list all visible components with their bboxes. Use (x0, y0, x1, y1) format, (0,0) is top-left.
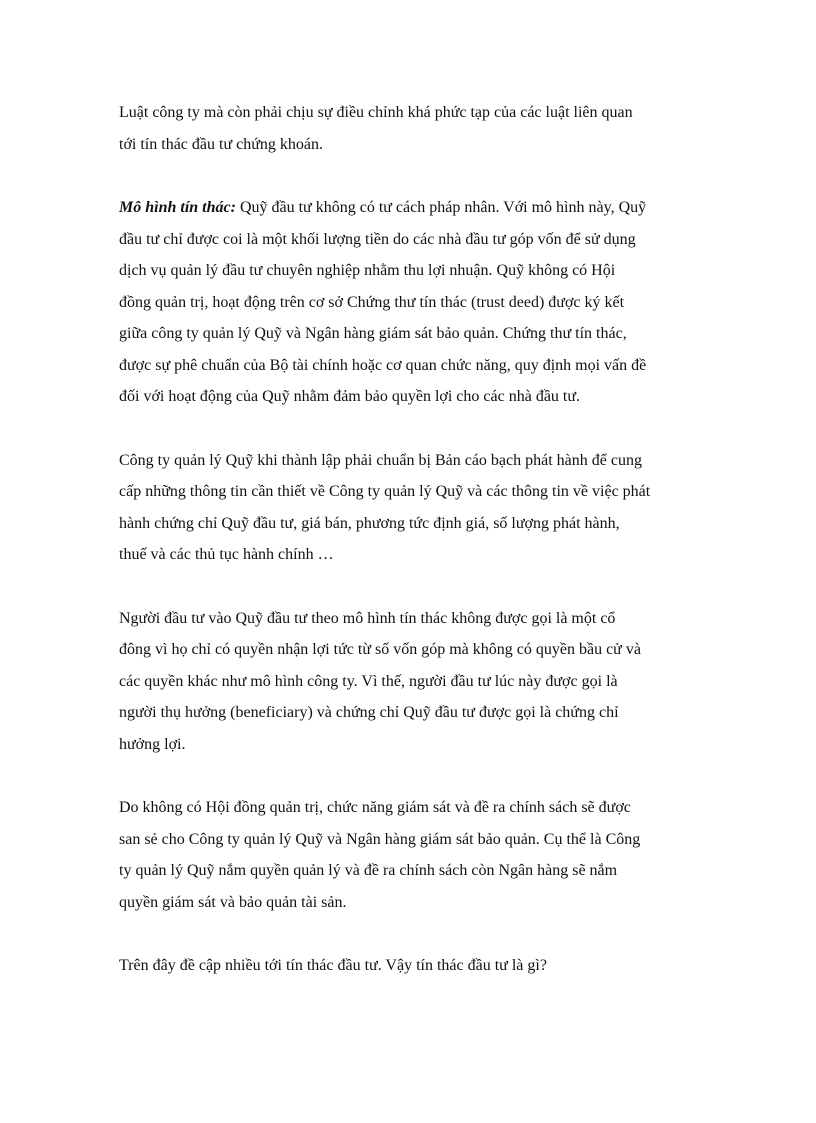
text-line: san sẻ cho Công ty quản lý Quỹ và Ngân hàng giám sát bảo quản. Cụ thể là Công (119, 830, 641, 848)
text-line: Trên đây đề cập nhiều tới tín thác đầu tư. Vậy tín thác đầu tư là gì? (119, 957, 547, 974)
text-line: đối với hoạt động của Quỹ nhằm đảm bảo quyền lợi cho các nhà đầu tư. (119, 388, 581, 405)
text-line: quyền giám sát và bảo quản tài sản. (119, 893, 347, 911)
text-line: thuế và các thủ tục hành chính … (119, 546, 334, 563)
paragraph-1 (119, 97, 705, 160)
text-line: hành chứng chỉ Quỹ đầu tư, giá bán, phương tức định giá, số lượng phát hành, (119, 514, 620, 532)
paragraph-4 (119, 603, 705, 761)
text-line-rest: Quỹ đầu tư không có tư cách pháp nhân. Với mô hình này, Quỹ (235, 199, 647, 216)
text-line: tới tín thác đầu tư chứng khoán. (119, 135, 323, 153)
text-line: được sự phê chuẩn của Bộ tài chính hoặc cơ quan chức năng, quy định mọi vấn đề (119, 356, 647, 374)
text-line: ty quản lý Quỹ nắm quyền quản lý và đề ra chính sách còn Ngân hàng sẽ nắm (119, 862, 618, 879)
text-line: Công ty quản lý Quỹ khi thành lập phải chuẩn bị Bản cáo bạch phát hành để cung (119, 451, 642, 469)
text-line: dịch vụ quản lý đầu tư chuyên nghiệp nhằm thu lợi nhuận. Quỹ không có Hội (119, 262, 616, 279)
text-line: người thụ hưởng (beneficiary) và chứng chỉ Quỹ đầu tư được gọi là chứng chỉ (119, 704, 619, 721)
text-line: hưởng lợi. (119, 735, 186, 753)
text-line: đông vì họ chỉ có quyền nhận lợi tức từ số vốn góp mà không có quyền bầu cử và (119, 641, 641, 658)
text-line (119, 192, 705, 224)
paragraph-3 (119, 445, 705, 571)
document-body (119, 97, 705, 1014)
text-line: đầu tư chỉ được coi là một khối lượng tiền do các nhà đầu tư góp vốn để sử dụng (119, 230, 636, 248)
text-line: Người đầu tư vào Quỹ đầu tư theo mô hình tín thác không được gọi là một cổ (119, 609, 616, 627)
text-line: đồng quản trị, hoạt động trên cơ sở Chứng thư tín thác (trust deed) được ký kết (119, 293, 625, 311)
paragraph-6 (119, 950, 705, 982)
text-line: giữa công ty quản lý Quỹ và Ngân hàng giám sát bảo quản. Chứng thư tín thác, (119, 325, 627, 342)
text-line: cấp những thông tin cần thiết về Công ty quản lý Quỹ và các thông tin về việc phát (119, 483, 651, 500)
paragraph-5 (119, 792, 705, 918)
paragraph-2 (119, 192, 705, 413)
text-line: Do không có Hội đồng quản trị, chức năng giám sát và đề ra chính sách sẽ được (119, 799, 631, 816)
text-line: Luật công ty mà còn phải chịu sự điều chỉnh khá phức tạp của các luật liên quan (119, 104, 633, 121)
text-line: các quyền khác như mô hình công ty. Vì thế, người đầu tư lúc này được gọi là (119, 672, 618, 690)
paragraph-lead-heading: Mô hình tín thác: (119, 199, 236, 216)
